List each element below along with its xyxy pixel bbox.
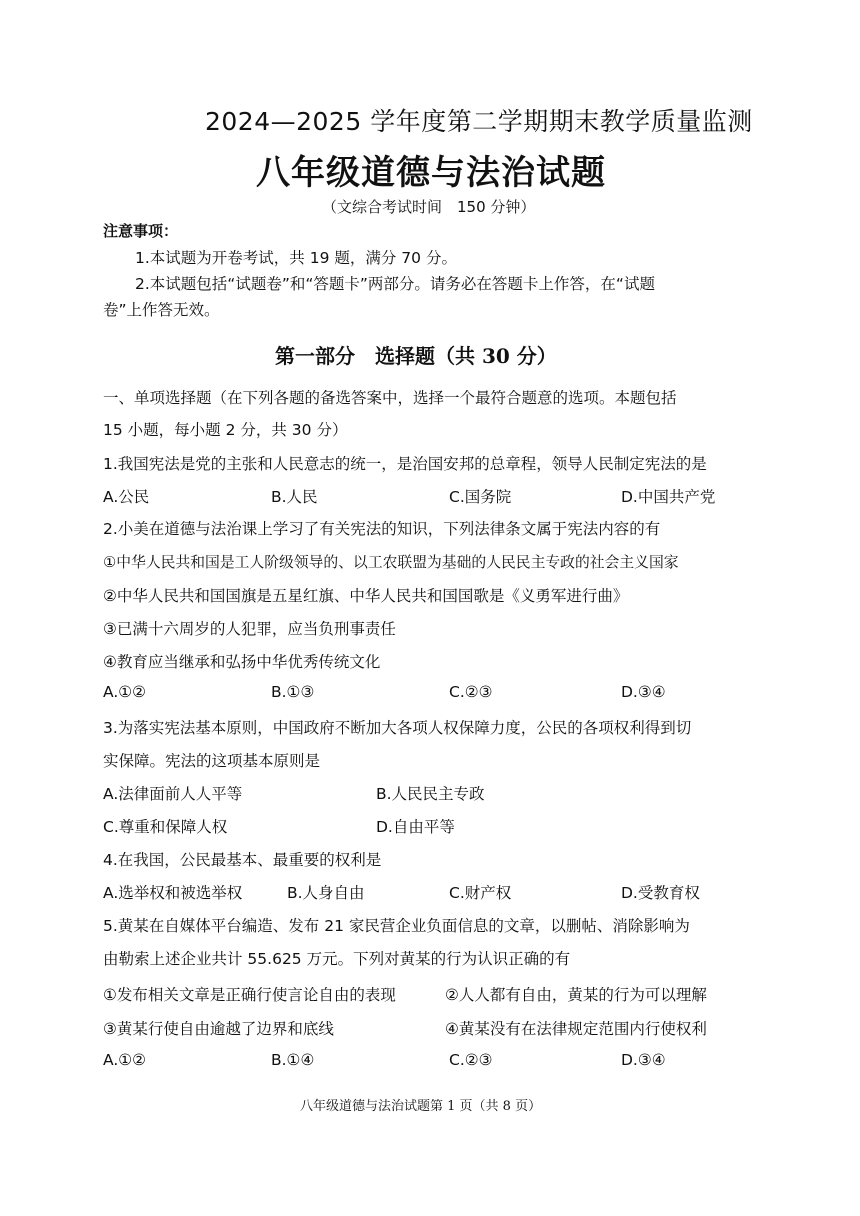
question-5-option-d: D.③④ — [621, 1051, 666, 1069]
question-5-statement-4: ④黄某没有在法律规定范围内行使权利 — [445, 1020, 707, 1038]
question-5-stem-line2: 由勒索上述企业共计 55.625 万元。下列对黄某的行为认识正确的有 — [103, 950, 571, 968]
question-5-stem-line1: 5.黄某在自媒体平台编造、发布 21 家民营企业负面信息的文章，以删帖、消除影响为 — [103, 917, 690, 935]
question-1-option-c: C.国务院 — [449, 488, 512, 506]
question-3-stem-line2: 实保障。宪法的这项基本原则是 — [103, 752, 321, 770]
exam-title: 2024—2025 学年度第二学期期末教学质量监测 — [205, 107, 753, 136]
question-2-statement-3: ③已满十六周岁的人犯罪，应当负刑事责任 — [103, 620, 396, 638]
question-2-statement-2: ②中华人民共和国国旗是五星红旗、中华人民共和国国歌是《义勇军进行曲》 — [103, 587, 629, 605]
question-5-option-a: A.①② — [103, 1051, 147, 1069]
section-instruction-line2: 15 小题，每小题 2 分，共 30 分） — [103, 421, 348, 439]
question-2-statement-4: ④教育应当继承和弘扬中华优秀传统文化 — [103, 653, 381, 671]
exam-time-note: （文综合考试时间 150 分钟） — [322, 198, 536, 216]
notice-item-2-line2: 卷”上作答无效。 — [103, 301, 220, 319]
question-3-option-d: D.自由平等 — [376, 818, 455, 836]
question-4-option-d: D.受教育权 — [621, 884, 700, 902]
question-2-option-d: D.③④ — [621, 683, 666, 701]
question-2-option-c: C.②③ — [449, 683, 493, 701]
subject-title: 八年级道德与法治试题 — [256, 153, 606, 193]
question-4-option-c: C.财产权 — [449, 884, 512, 902]
question-4-stem: 4.在我国，公民最基本、最重要的权利是 — [103, 851, 382, 869]
notice-label: 注意事项： — [103, 222, 179, 240]
section-instruction-line1: 一、单项选择题（在下列各题的备选答案中，选择一个最符合题意的选项。本题包括 — [103, 389, 677, 407]
question-1-option-b: B.人民 — [271, 488, 318, 506]
question-3-option-c: C.尊重和保障人权 — [103, 818, 228, 836]
question-2-statement-1: ①中华人民共和国是工人阶级领导的、以工农联盟为基础的人民民主专政的社会主义国家 — [103, 554, 679, 571]
question-3-stem-line1: 3.为落实宪法基本原则，中国政府不断加大各项人权保障力度，公民的各项权利得到切 — [103, 719, 692, 737]
question-5-option-c: C.②③ — [449, 1051, 493, 1069]
notice-item-1: 1.本试题为开卷考试，共 19 题，满分 70 分。 — [135, 249, 457, 267]
question-2-stem: 2.小美在道德与法治课上学习了有关宪法的知识，下列法律条文属于宪法内容的有 — [103, 520, 661, 538]
question-1-option-d: D.中国共产党 — [621, 488, 716, 506]
part-title: 第一部分 选择题（共 30 分） — [275, 344, 557, 368]
question-3-option-a: A.法律面前人人平等 — [103, 785, 243, 803]
notice-item-2-line1: 2.本试题包括“试题卷”和“答题卡”两部分。请务必在答题卡上作答，在“试题 — [135, 275, 655, 293]
question-2-option-a: A.①② — [103, 683, 147, 701]
question-5-statement-2: ②人人都有自由，黄某的行为可以理解 — [445, 986, 707, 1004]
question-4-option-a: A.选举权和被选举权 — [103, 884, 243, 902]
question-2-option-b: B.①③ — [271, 683, 315, 701]
question-1-stem: 1.我国宪法是党的主张和人民意志的统一，是治国安邦的总章程，领导人民制定宪法的是 — [103, 455, 707, 473]
page-footer: 八年级道德与法治试题第 1 页（共 8 页） — [300, 1099, 542, 1114]
question-5-option-b: B.①④ — [271, 1051, 315, 1069]
question-1-option-a: A.公民 — [103, 488, 150, 506]
question-5-statement-3: ③黄某行使自由逾越了边界和底线 — [103, 1020, 334, 1038]
question-3-option-b: B.人民民主专政 — [376, 785, 485, 803]
question-4-option-b: B.人身自由 — [287, 884, 365, 902]
question-5-statement-1: ①发布相关文章是正确行使言论自由的表现 — [103, 986, 396, 1004]
